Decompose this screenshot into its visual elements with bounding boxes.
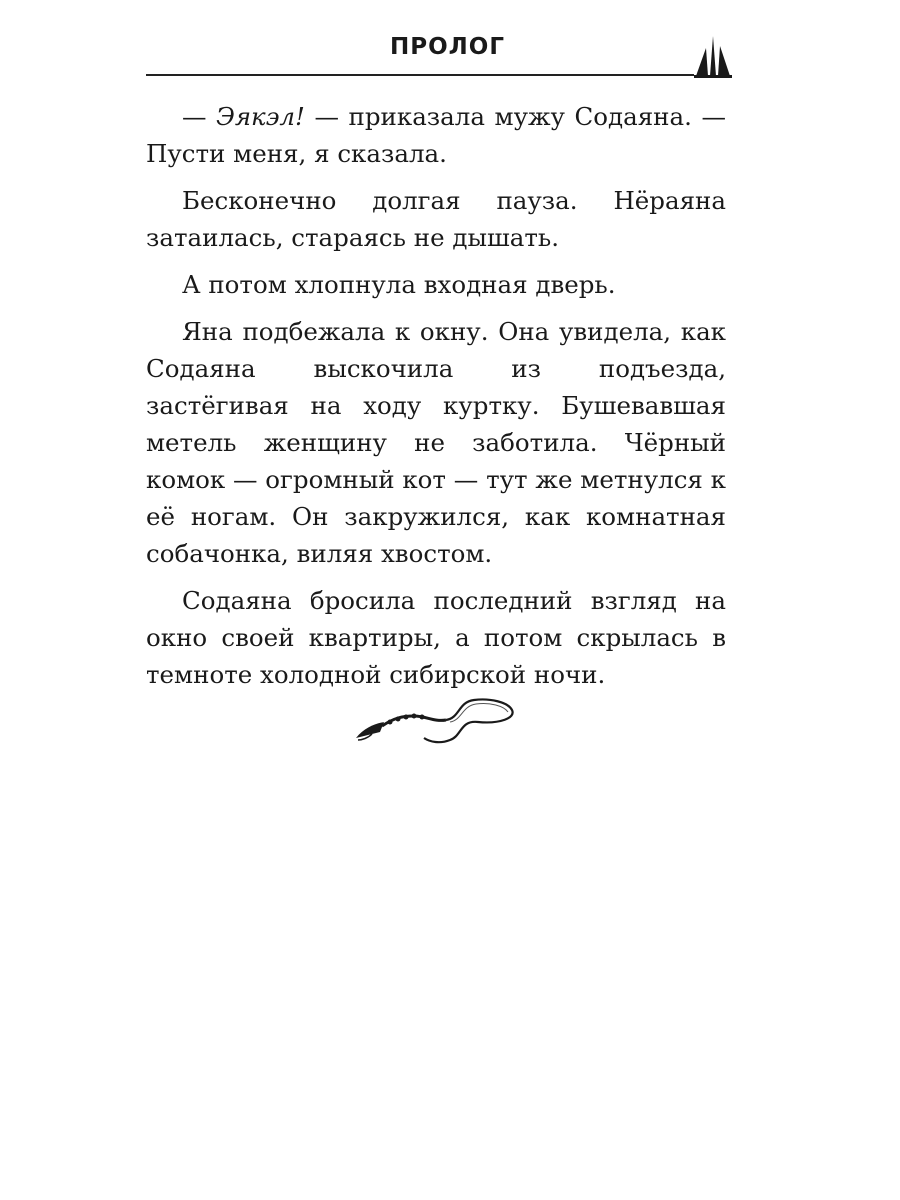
paragraph-text: Бесконечно долгая пауза. Нёраяна затаилась, стараясь не дышать.	[146, 186, 726, 252]
bookmark-moon-emblem-icon	[686, 18, 746, 82]
paragraph	[146, 182, 726, 256]
text-body	[146, 98, 726, 693]
paragraph	[146, 266, 726, 303]
paragraph-text: Содаяна бросила последний взгляд на окно своей квартиры, а потом скрылась в темноте холодной сибирской ночи.	[146, 586, 726, 689]
paragraph-lead: —	[182, 102, 217, 131]
paragraph-text: А потом хлопнула входная дверь.	[182, 270, 616, 299]
paragraph-text: Яна подбежала к окну. Она увидела, как Содаяна выскочила из подъезда, застёгивая на ходу куртку. Бушевавшая метель женщину не заботила. Чёрный комок — огромный кот — тут же метнулся к её ногам. Он закружился, как комнатная собачонка, виляя хвостом.	[146, 317, 726, 568]
running-header	[146, 18, 746, 82]
chapter-title: ПРОЛОГ	[390, 34, 505, 60]
paragraph	[146, 98, 726, 172]
paragraph-text: — приказала мужу Содаяна. — Пусти меня, я сказала.	[146, 102, 726, 168]
header-rule	[146, 74, 694, 76]
feather-ornament-icon	[350, 688, 520, 750]
paragraph-emphasis: Эякэл!	[216, 102, 305, 131]
paragraph	[146, 582, 726, 693]
paragraph	[146, 313, 726, 572]
